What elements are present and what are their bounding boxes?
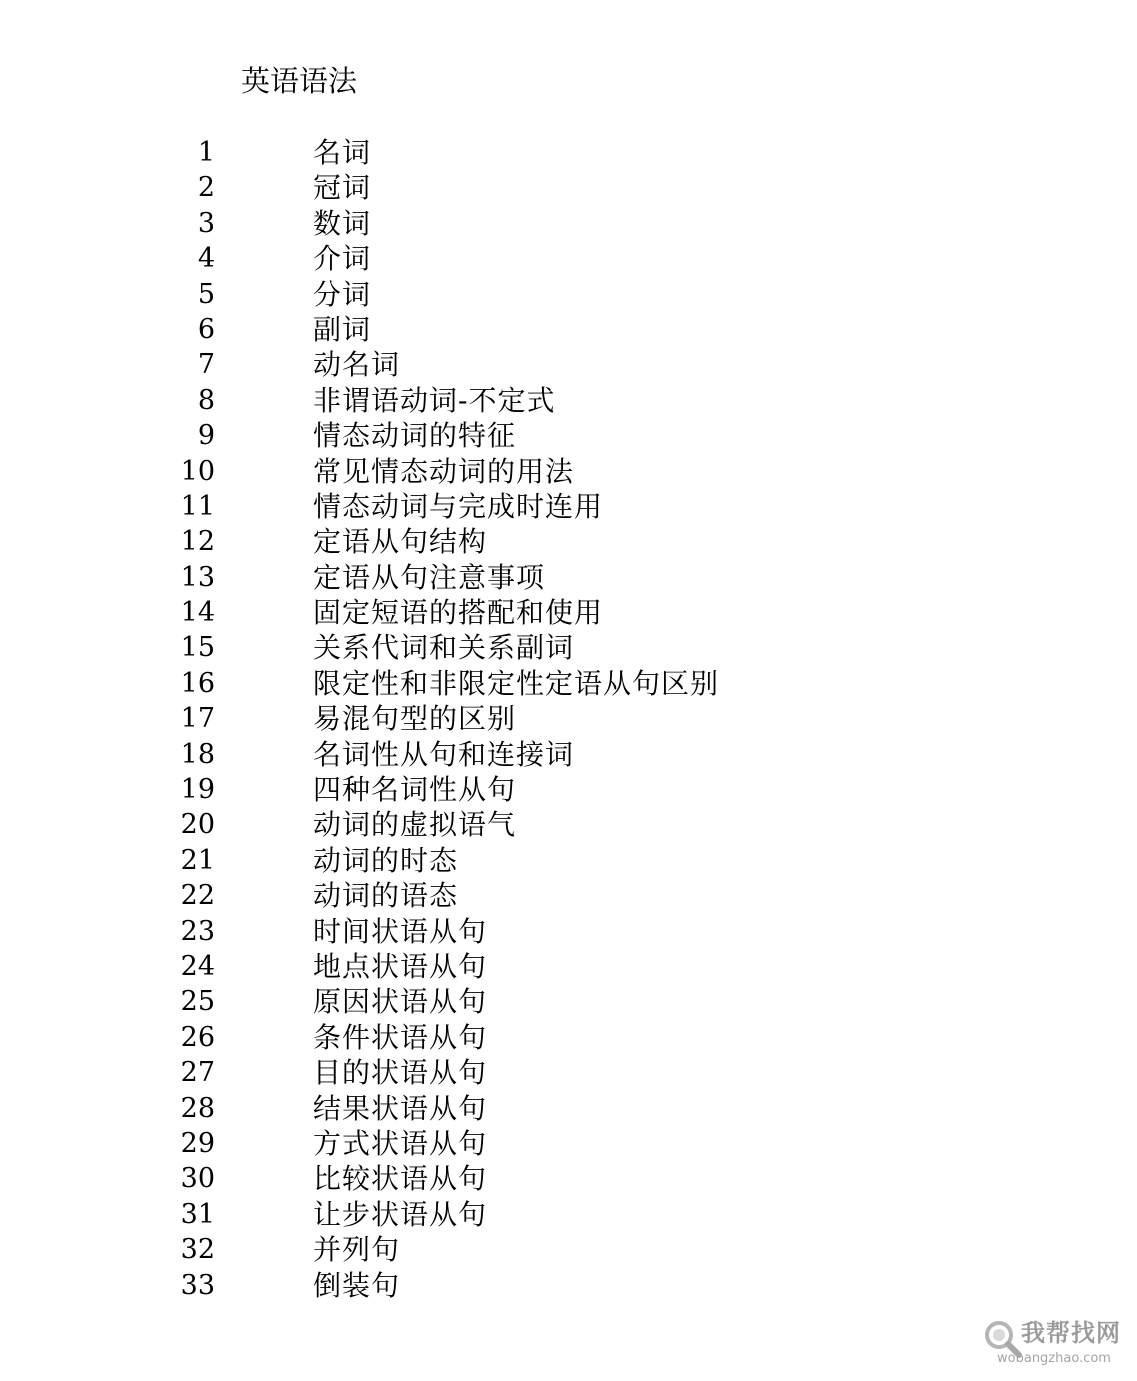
toc-item-label: 关系代词和关系副词 xyxy=(313,631,575,665)
toc-item-number: 17 xyxy=(180,703,215,735)
toc-item-label: 比较状语从句 xyxy=(313,1162,488,1196)
toc-row xyxy=(0,241,1137,276)
toc-item-number: 1 xyxy=(197,137,215,168)
watermark-brand: 我帮找网 xyxy=(1021,1319,1121,1347)
toc-item-label: 非谓语动词-不定式 xyxy=(313,383,556,417)
toc-item-label: 易混句型的区别 xyxy=(313,702,517,736)
toc-row xyxy=(0,206,1137,241)
toc-item-label: 冠词 xyxy=(313,171,372,205)
toc-item-number: 4 xyxy=(197,243,215,275)
toc-row xyxy=(0,914,1137,949)
toc-item-label: 让步状语从句 xyxy=(313,1197,488,1231)
toc-item-label: 分词 xyxy=(313,277,372,311)
toc-item-label: 名词 xyxy=(313,136,372,169)
toc-item-label: 方式状语从句 xyxy=(313,1126,488,1160)
toc-row xyxy=(0,489,1137,524)
toc-item-label: 数词 xyxy=(313,206,372,240)
toc-row xyxy=(0,772,1137,807)
toc-item-number: 8 xyxy=(197,384,215,416)
toc-row xyxy=(0,984,1137,1019)
toc-item-label: 动词的时态 xyxy=(313,843,459,877)
toc-item-number: 18 xyxy=(180,738,215,770)
toc-item-number: 3 xyxy=(197,207,215,239)
toc-row xyxy=(0,701,1137,736)
toc-item-number: 16 xyxy=(180,667,215,699)
toc-row xyxy=(0,666,1137,701)
toc-item-number: 19 xyxy=(180,774,215,806)
watermark xyxy=(979,1313,1129,1373)
toc-item-number: 20 xyxy=(180,809,215,841)
toc-row xyxy=(0,560,1137,595)
toc-item-label: 常见情态动词的用法 xyxy=(313,454,575,488)
toc-row xyxy=(0,347,1137,382)
toc-item-number: 12 xyxy=(180,526,215,558)
toc-item-number: 7 xyxy=(197,349,215,381)
toc-row xyxy=(0,454,1137,489)
toc-item-label: 固定短语的搭配和使用 xyxy=(313,596,604,630)
toc-item-number: 21 xyxy=(180,844,215,876)
toc-item-number: 14 xyxy=(180,597,215,629)
toc-item-label: 动词的语态 xyxy=(313,879,459,913)
toc-item-number: 26 xyxy=(180,1021,215,1053)
toc-item-number: 10 xyxy=(180,455,215,487)
toc-row xyxy=(0,595,1137,630)
toc-row xyxy=(0,277,1137,312)
toc-item-number: 11 xyxy=(180,490,215,522)
toc-row xyxy=(0,312,1137,347)
toc-row xyxy=(0,1091,1137,1126)
toc-item-label: 情态动词与完成时连用 xyxy=(313,489,604,523)
toc-row xyxy=(0,949,1137,984)
toc-item-number: 5 xyxy=(197,278,215,310)
toc-item-label: 名词性从句和连接词 xyxy=(313,737,575,771)
toc-row xyxy=(0,1055,1137,1090)
toc-item-label: 动名词 xyxy=(313,348,401,382)
toc-row xyxy=(0,1161,1137,1196)
toc-item-number: 25 xyxy=(180,986,215,1018)
document-title: 英语语法 xyxy=(241,64,358,98)
toc-item-number: 23 xyxy=(180,915,215,947)
toc-row xyxy=(0,878,1137,913)
toc-row xyxy=(0,1232,1137,1267)
toc-item-number: 22 xyxy=(180,880,215,912)
toc-item-label: 原因状语从句 xyxy=(313,985,488,1019)
toc-list xyxy=(0,135,1137,1303)
toc-item-number: 33 xyxy=(180,1269,215,1301)
toc-row xyxy=(0,630,1137,665)
toc-item-number: 28 xyxy=(180,1092,215,1124)
toc-item-number: 31 xyxy=(180,1198,215,1230)
toc-row xyxy=(0,1126,1137,1161)
toc-row xyxy=(0,1268,1137,1303)
toc-row xyxy=(0,1020,1137,1055)
toc-row xyxy=(0,135,1137,170)
toc-row xyxy=(0,843,1137,878)
toc-item-label: 介词 xyxy=(313,242,372,276)
toc-item-label: 四种名词性从句 xyxy=(313,773,517,807)
toc-item-label: 结果状语从句 xyxy=(313,1091,488,1125)
toc-item-number: 27 xyxy=(180,1057,215,1089)
toc-item-number: 24 xyxy=(180,950,215,982)
toc-item-label: 限定性和非限定性定语从句区别 xyxy=(313,666,720,700)
toc-item-number: 15 xyxy=(180,632,215,664)
toc-row xyxy=(0,807,1137,842)
toc-item-label: 目的状语从句 xyxy=(313,1056,488,1090)
toc-row xyxy=(0,1197,1137,1232)
toc-row xyxy=(0,418,1137,453)
toc-item-label: 情态动词的特征 xyxy=(313,419,517,453)
toc-row xyxy=(0,737,1137,772)
toc-item-number: 30 xyxy=(180,1163,215,1195)
toc-item-label: 副词 xyxy=(313,312,372,346)
toc-item-label: 时间状语从句 xyxy=(313,914,488,948)
toc-item-label: 并列句 xyxy=(313,1233,401,1267)
toc-item-number: 6 xyxy=(197,313,215,345)
toc-item-number: 32 xyxy=(180,1234,215,1266)
toc-item-label: 倒装句 xyxy=(313,1268,401,1302)
toc-item-number: 29 xyxy=(180,1127,215,1159)
toc-item-label: 定语从句注意事项 xyxy=(313,560,546,594)
toc-row xyxy=(0,170,1137,205)
toc-item-label: 动词的虚拟语气 xyxy=(313,808,517,842)
toc-item-label: 定语从句结构 xyxy=(313,525,488,559)
toc-item-number: 2 xyxy=(197,172,215,204)
toc-item-number: 9 xyxy=(197,420,215,452)
toc-item-label: 地点状语从句 xyxy=(313,949,488,983)
toc-row xyxy=(0,383,1137,418)
toc-item-number: 13 xyxy=(180,561,215,593)
watermark-url: wobangzhao.com xyxy=(997,1351,1111,1366)
toc-row xyxy=(0,524,1137,559)
toc-item-label: 条件状语从句 xyxy=(313,1020,488,1054)
